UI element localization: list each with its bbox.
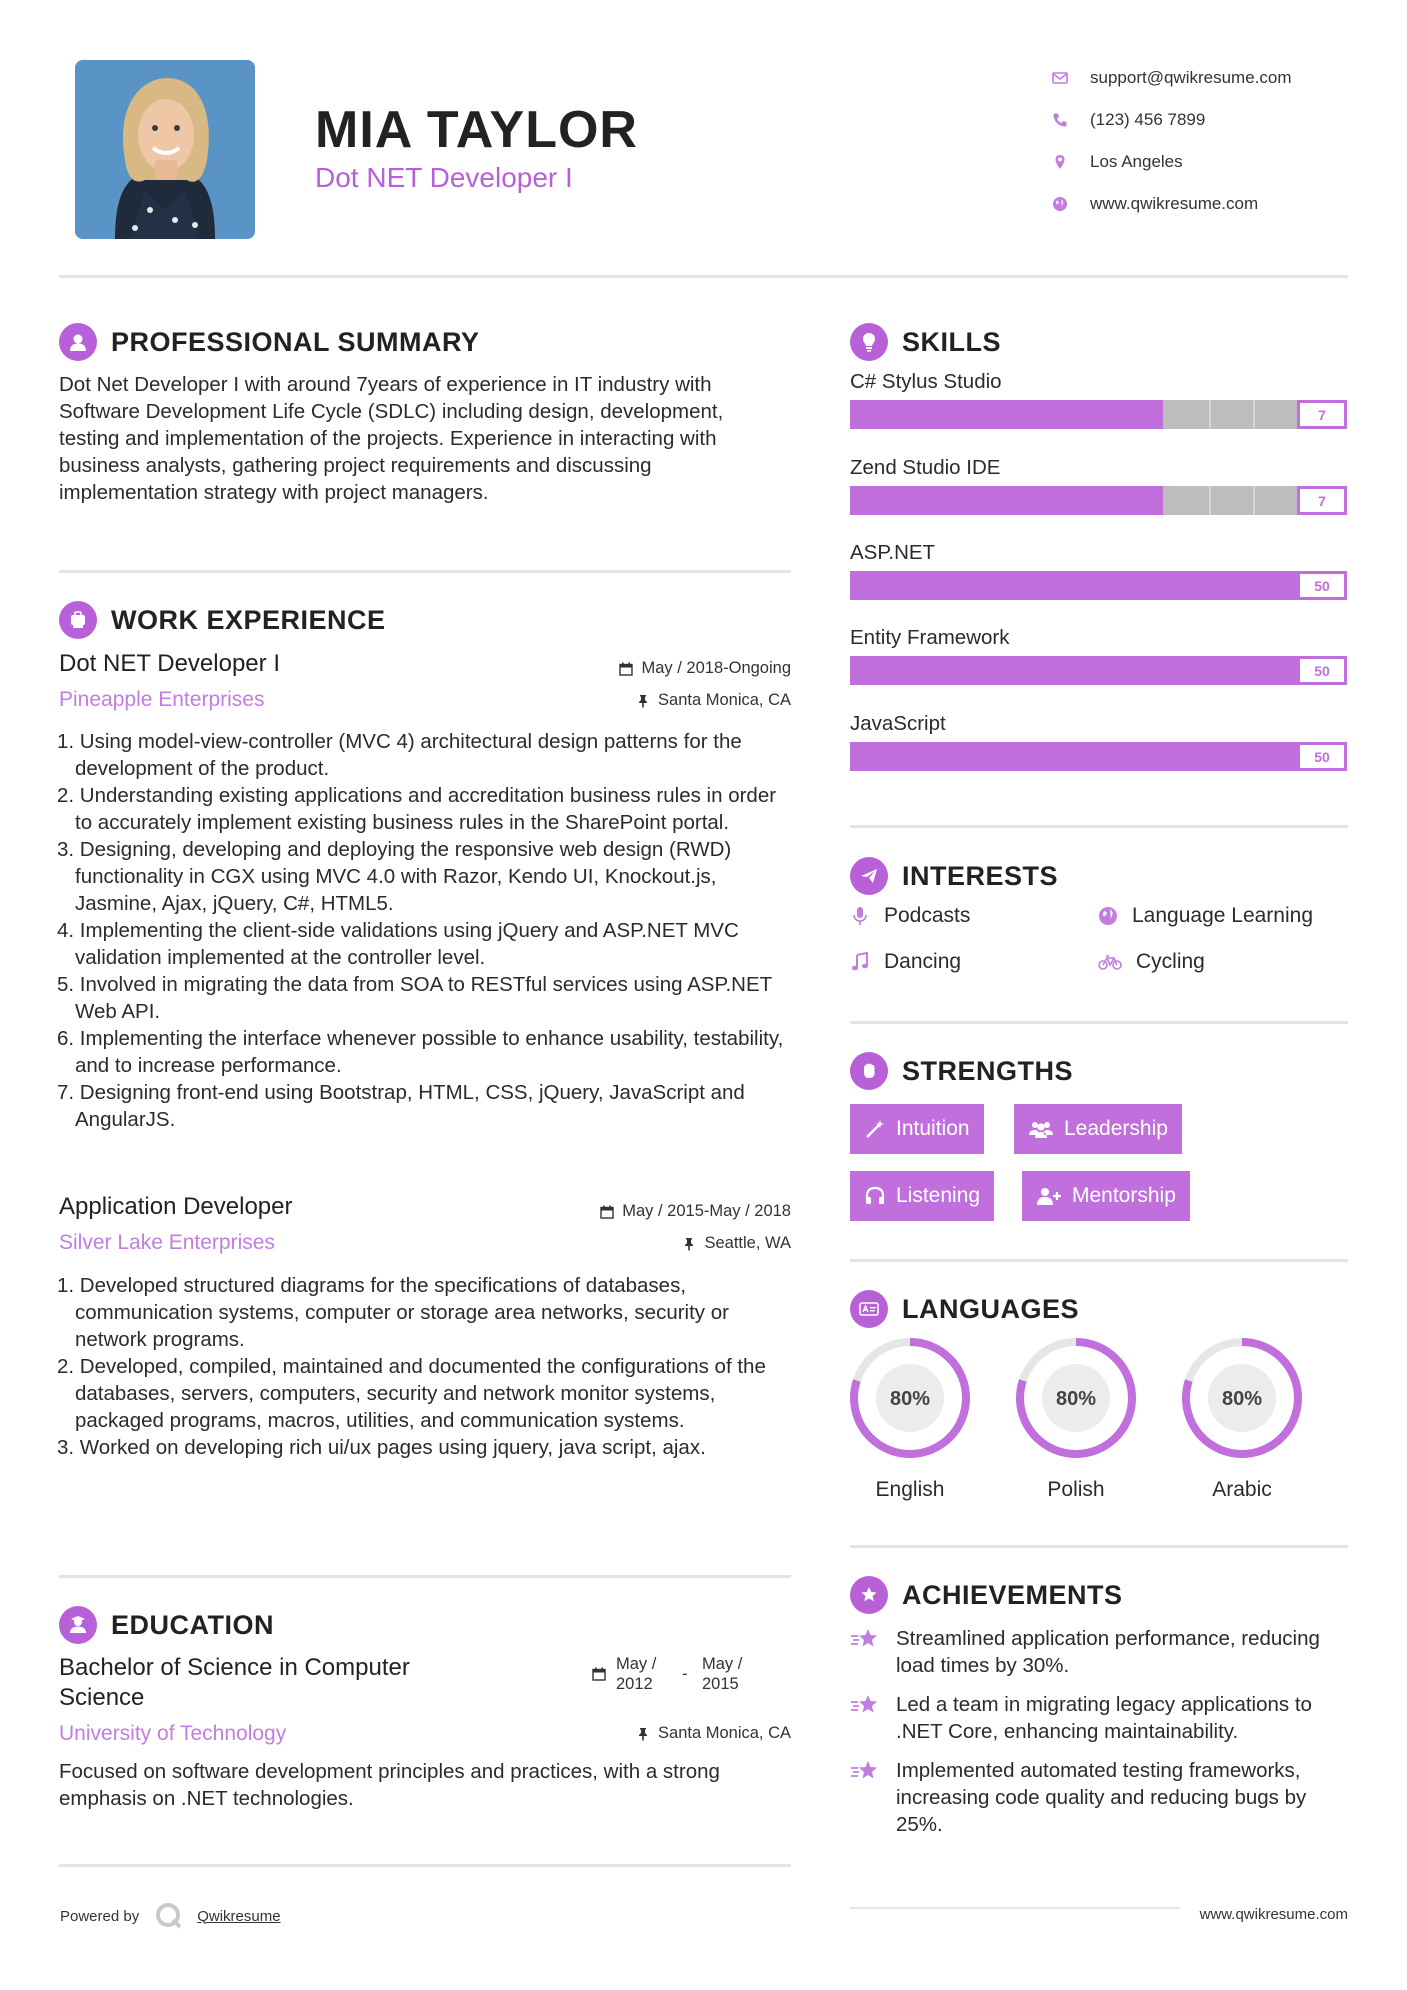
education-date: May / 2012 - May / 2015: [592, 1654, 752, 1694]
work-divider: [59, 1575, 791, 1578]
skills-list: [850, 370, 1347, 797]
interest-item: Podcasts: [850, 904, 970, 928]
star-badge-icon: [850, 1576, 888, 1614]
language-card-icon: [850, 1290, 888, 1328]
education-degree: Bachelor of Science in Computer Science: [59, 1654, 410, 1711]
language-progress-ring: [1181, 1337, 1303, 1459]
work-section-header: WORK EXPERIENCE: [59, 601, 386, 639]
language-item: [1015, 1337, 1137, 1502]
interests-divider: [850, 1021, 1348, 1024]
qwikresume-logo-icon: [155, 1902, 183, 1930]
location-pin-icon: [1052, 154, 1068, 170]
achievement-item: Implemented automated testing frameworks, increasing code quality and reducing bugs by 25%.: [850, 1757, 1350, 1838]
interest-item: Language Learning: [1098, 904, 1313, 928]
skill-item: [850, 712, 1347, 797]
skill-name: Entity Framework: [850, 626, 1010, 649]
skill-bar-fill: [850, 486, 1163, 515]
strength-tag: Listening: [850, 1171, 994, 1221]
mail-icon: [1052, 70, 1068, 86]
summary-section-header: PROFESSIONAL SUMMARY: [59, 323, 480, 361]
strengths-section-header: STRENGTHS: [850, 1052, 1073, 1090]
contact-location: Los Angeles: [1052, 141, 1352, 183]
briefcase-icon: [59, 601, 97, 639]
language-name: Polish: [1047, 1478, 1105, 1501]
contact-phone[interactable]: (123) 456 7899: [1052, 99, 1352, 141]
skill-bar-fill: [850, 742, 1347, 771]
profile-photo: [75, 60, 255, 239]
education-divider: [59, 1864, 791, 1867]
globe-icon: [1052, 196, 1068, 212]
pushpin-icon: [636, 1727, 650, 1741]
user-plus-icon: [1036, 1185, 1062, 1207]
skill-item: [850, 456, 1347, 541]
education-location: Santa Monica, CA: [636, 1724, 791, 1743]
music-note-icon: [850, 952, 870, 972]
pushpin-icon: [682, 1237, 696, 1251]
skill-level-badge: 50: [1297, 656, 1347, 685]
skill-bar-fill: [850, 571, 1347, 600]
skills-divider: [850, 825, 1348, 828]
summary-divider: [59, 570, 791, 573]
skill-name: JavaScript: [850, 712, 946, 735]
language-item: [849, 1337, 971, 1502]
interest-item: Dancing: [850, 950, 961, 974]
user-icon: [59, 323, 97, 361]
skill-item: [850, 541, 1347, 626]
candidate-title: Dot NET Developer I: [315, 162, 573, 193]
star-icon: [850, 1759, 880, 1785]
pushpin-icon: [636, 694, 650, 708]
contact-list: [1052, 57, 1352, 225]
microphone-icon: [850, 906, 870, 926]
achievement-item: Streamlined application performance, reducing load times by 30%.: [850, 1625, 1350, 1679]
contact-email[interactable]: support@qwikresume.com: [1052, 57, 1352, 99]
skill-bar-fill: [850, 400, 1163, 429]
job-duties-list: [57, 728, 797, 1133]
achievements-section-header: ACHIEVEMENTS: [850, 1576, 1123, 1614]
job-location: Seattle, WA: [682, 1234, 791, 1253]
job-date: May / 2018-Ongoing: [619, 659, 791, 678]
skill-level-badge: 7: [1297, 400, 1347, 429]
achievements-divider: [850, 1907, 1180, 1909]
calendar-icon: [600, 1205, 614, 1219]
skill-level-badge: 50: [1297, 742, 1347, 771]
skill-level-badge: 7: [1297, 486, 1347, 515]
summary-text: Dot Net Developer I with around 7years of experience in IT industry with Software Development Life Cycle (SDLC) including design, development, testing and implementation of the projects. Experience in interacting with business analysts, gathering project requirements and discussing implementation strategy with project managers.: [59, 373, 724, 504]
job-duties-list: [57, 1272, 797, 1461]
qwikresume-link[interactable]: Qwikresume: [197, 1907, 281, 1925]
footer-powered-by: Powered by Qwikresume: [60, 1902, 281, 1930]
list-item: 5. Involved in migrating the data from SOA to RESTful services using ASP.NET Web API.: [57, 973, 772, 1023]
education-section-header: EDUCATION: [59, 1606, 274, 1644]
headphones-icon: [864, 1185, 886, 1207]
skill-name: Zend Studio IDE: [850, 456, 1001, 479]
calendar-icon: [592, 1667, 606, 1681]
job-title: Dot NET Developer I: [59, 650, 280, 677]
magic-wand-icon: [864, 1118, 886, 1140]
languages-divider: [850, 1545, 1348, 1548]
education-text: Focused on software development principles and practices, with a strong emphasis on .NET technologies.: [59, 1760, 720, 1810]
strength-tag: Intuition: [850, 1104, 984, 1154]
candidate-name: MIA TAYLOR: [315, 101, 638, 159]
languages-section-header: LANGUAGES: [850, 1290, 1079, 1328]
skill-bar: [850, 656, 1347, 685]
paper-plane-icon: [850, 857, 888, 895]
job-company: Silver Lake Enterprises: [59, 1231, 275, 1254]
language-item: [1181, 1337, 1303, 1502]
header-divider: [59, 275, 1348, 278]
language-progress-ring: [849, 1337, 971, 1459]
skill-name: C# Stylus Studio: [850, 370, 1002, 393]
skill-item: [850, 370, 1347, 456]
interests-section-header: INTERESTS: [850, 857, 1058, 895]
list-item: 7. Designing front-end using Bootstrap, HTML, CSS, jQuery, JavaScript and AngularJS.: [57, 1081, 745, 1131]
language-percent: 80%: [1221, 1388, 1263, 1410]
strength-tag: Mentorship: [1022, 1171, 1190, 1221]
education-school: University of Technology: [59, 1722, 287, 1745]
skill-level-badge: 50: [1297, 571, 1347, 600]
language-percent: 80%: [889, 1388, 931, 1410]
skill-bar: [850, 571, 1347, 600]
graduate-icon: [59, 1606, 97, 1644]
users-icon: [1028, 1118, 1054, 1140]
star-icon: [850, 1693, 880, 1719]
globe-icon: [1098, 906, 1118, 926]
strength-tag: Leadership: [1014, 1104, 1182, 1154]
calendar-icon: [619, 662, 633, 676]
achievements-list: [850, 1625, 1350, 1850]
bicycle-icon: [1098, 952, 1122, 972]
skill-bar-fill: [850, 656, 1347, 685]
achievement-item: Led a team in migrating legacy applications to .NET Core, enhancing maintainability.: [850, 1691, 1350, 1745]
skill-bar: [850, 486, 1347, 515]
footer-website[interactable]: www.qwikresume.com: [1199, 1906, 1348, 1923]
language-name: English: [875, 1478, 945, 1501]
skills-section-header: SKILLS: [850, 323, 1001, 361]
skill-name: ASP.NET: [850, 541, 936, 564]
job-company: Pineapple Enterprises: [59, 688, 265, 711]
contact-website[interactable]: www.qwikresume.com: [1052, 183, 1352, 225]
language-progress-ring: [1015, 1337, 1137, 1459]
job-date: May / 2015-May / 2018: [600, 1202, 791, 1221]
job-location: Santa Monica, CA: [636, 691, 791, 710]
list-item: 4. Implementing the client-side validations using jQuery and ASP.NET MVC validation implemented at the controller level.: [57, 919, 739, 969]
list-item: 3. Designing, developing and deploying the responsive web design (RWD) functionality in CGX using MVC 4.0 with Razor, Kendo UI, Knockout.js, Jasmine, Ajax, jQuery, C#, HTML5.: [57, 838, 732, 915]
skill-bar: [850, 742, 1347, 771]
fist-icon: [850, 1052, 888, 1090]
list-item: 6. Implementing the interface whenever possible to enhance usability, testability, and to increase performance.: [57, 1027, 784, 1077]
lightbulb-icon: [850, 323, 888, 361]
skill-bar: [850, 400, 1347, 429]
interest-item: Cycling: [1098, 950, 1205, 974]
star-icon: [850, 1627, 880, 1653]
job-title: Application Developer: [59, 1193, 293, 1220]
list-item: 3. Worked on developing rich ui/ux pages using jquery, java script, ajax.: [57, 1436, 706, 1459]
list-item: 1. Using model-view-controller (MVC 4) architectural design patterns for the development of the product.: [57, 730, 742, 780]
language-name: Arabic: [1212, 1478, 1272, 1501]
skill-item: [850, 626, 1347, 712]
list-item: 2. Understanding existing applications and accreditation business rules in order to accurately implement existing business rules in the SharePoint portal.: [57, 784, 777, 834]
phone-icon: [1052, 112, 1068, 128]
list-item: 2. Developed, compiled, maintained and documented the configurations of the databases, servers, computers, security and network monitor systems, packaged programs, macros, utilities, and communication systems.: [57, 1355, 766, 1432]
list-item: 1. Developed structured diagrams for the specifications of databases, communication systems, computer or storage area networks, security or network programs.: [57, 1274, 729, 1351]
language-percent: 80%: [1055, 1388, 1097, 1410]
strengths-divider: [850, 1259, 1348, 1262]
